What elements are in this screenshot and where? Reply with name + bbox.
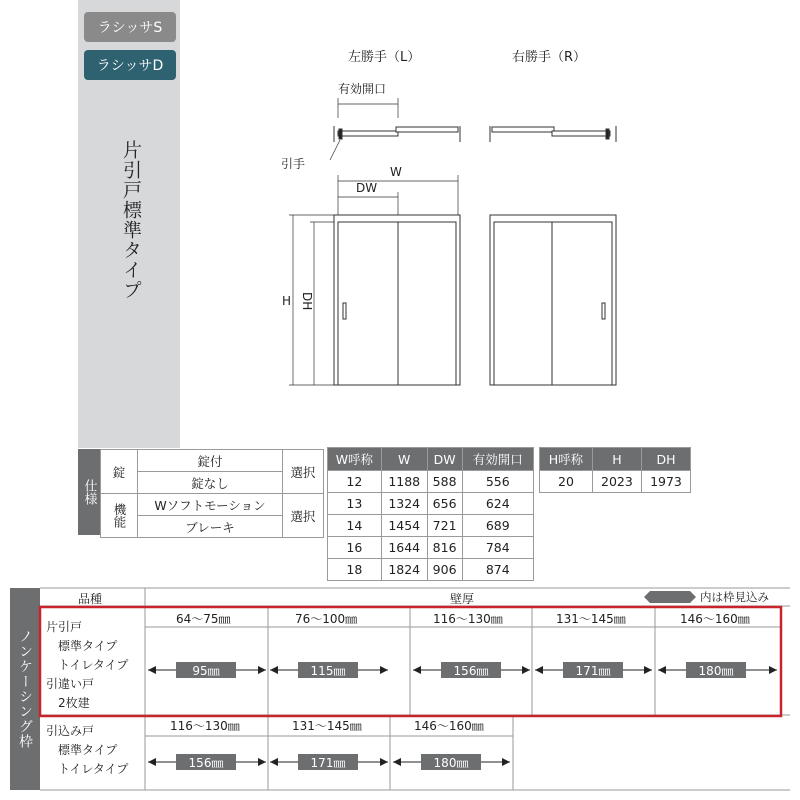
cell: 12 — [328, 471, 382, 493]
cell: 13 — [328, 493, 382, 515]
cell: 18 — [328, 559, 382, 581]
function-label: 機能 — [101, 494, 138, 538]
page-title: 片引戸標準タイプ — [120, 140, 142, 300]
wall-range: 146〜160㎜ — [414, 719, 484, 733]
cell: 16 — [328, 537, 382, 559]
wall-range: 131〜145㎜ — [556, 612, 626, 626]
wall-thickness-header: 壁厚 — [450, 592, 475, 606]
size-header: DW — [427, 448, 462, 471]
frame-depth-badge: 171㎜ — [298, 754, 358, 770]
wall-range: 131〜145㎜ — [292, 719, 362, 733]
lock-label: 錠 — [101, 450, 138, 494]
cell: 624 — [462, 493, 533, 515]
wall-range: 116〜130㎜ — [170, 719, 240, 733]
product-name: 引込み戸 — [46, 724, 95, 738]
cell: 556 — [462, 471, 533, 493]
cell: 20 — [540, 471, 593, 493]
frame-depth-badge: 115㎜ — [298, 662, 358, 678]
function-option: Wソフトモーション — [138, 494, 283, 516]
group2-labels — [46, 722, 128, 779]
lock-select: 選択 — [283, 450, 324, 494]
frame-depth-badge: 180㎜ — [421, 754, 481, 770]
product-type: 標準タイプ — [58, 639, 118, 653]
product-type: 標準タイプ — [58, 743, 118, 757]
cell: 784 — [462, 537, 533, 559]
frame-depth-badge: 156㎜ — [441, 662, 501, 678]
cell: 14 — [328, 515, 382, 537]
cell: 874 — [462, 559, 533, 581]
legend-label: 内は枠見込み — [700, 590, 769, 604]
size-header: 有効開口 — [462, 448, 533, 471]
cell: 656 — [427, 493, 462, 515]
handle-label: 引手 — [281, 157, 306, 171]
wall-range: 116〜130㎜ — [433, 612, 503, 626]
cell: 1824 — [381, 559, 427, 581]
height-label: H — [282, 294, 292, 308]
cell: 906 — [427, 559, 462, 581]
wall-range: 146〜160㎜ — [680, 612, 750, 626]
product-name: 片引戸 — [46, 620, 83, 634]
lock-option: 錠なし — [138, 472, 283, 494]
cell: 1644 — [381, 537, 427, 559]
group1-labels — [46, 618, 128, 713]
cell: 1454 — [381, 515, 427, 537]
product-type: トイレタイプ — [58, 762, 129, 776]
product-column-header: 品種 — [78, 592, 103, 606]
height-header: H呼称 — [540, 448, 593, 471]
cell: 816 — [427, 537, 462, 559]
frame-depth-badge: 171㎜ — [563, 662, 623, 678]
product-type: トイレタイプ — [58, 658, 129, 672]
frame-depth-badge: 156㎜ — [176, 754, 236, 770]
right-hand-title: 右勝手（R） — [512, 50, 587, 65]
left-hand-title: 左勝手（L） — [348, 50, 421, 65]
cell: 721 — [427, 515, 462, 537]
wall-range: 64〜75㎜ — [176, 612, 231, 626]
tab-rasissa-d[interactable]: ラシッサD — [84, 50, 176, 80]
lock-option: 錠付 — [138, 450, 283, 472]
cell: 1324 — [381, 493, 427, 515]
effective-opening-label: 有効開口 — [338, 82, 387, 96]
tab-rasissa-s[interactable]: ラシッサS — [84, 12, 176, 42]
cell: 1188 — [381, 471, 427, 493]
cell: 1973 — [641, 471, 690, 493]
frame-depth-badge: 180㎜ — [686, 662, 746, 678]
door-height-label: DH — [300, 292, 314, 311]
size-header: W — [381, 448, 427, 471]
width-label: W — [390, 165, 402, 179]
frame-depth-badge: 95㎜ — [176, 662, 236, 678]
function-option: ブレーキ — [138, 516, 283, 538]
function-select: 選択 — [283, 494, 324, 538]
wall-range: 76〜100㎜ — [295, 612, 358, 626]
cell: 588 — [427, 471, 462, 493]
spec-side-label: 仕様 — [78, 449, 100, 535]
product-type: 2枚建 — [58, 696, 90, 710]
height-header: DH — [641, 448, 690, 471]
noncasing-side-label: ノンケーシング枠 — [10, 588, 40, 790]
door-width-label: DW — [356, 181, 378, 195]
height-header: H — [592, 448, 641, 471]
cell: 2023 — [592, 471, 641, 493]
size-header: W呼称 — [328, 448, 382, 471]
cell: 689 — [462, 515, 533, 537]
product-name: 引違い戸 — [46, 677, 95, 691]
